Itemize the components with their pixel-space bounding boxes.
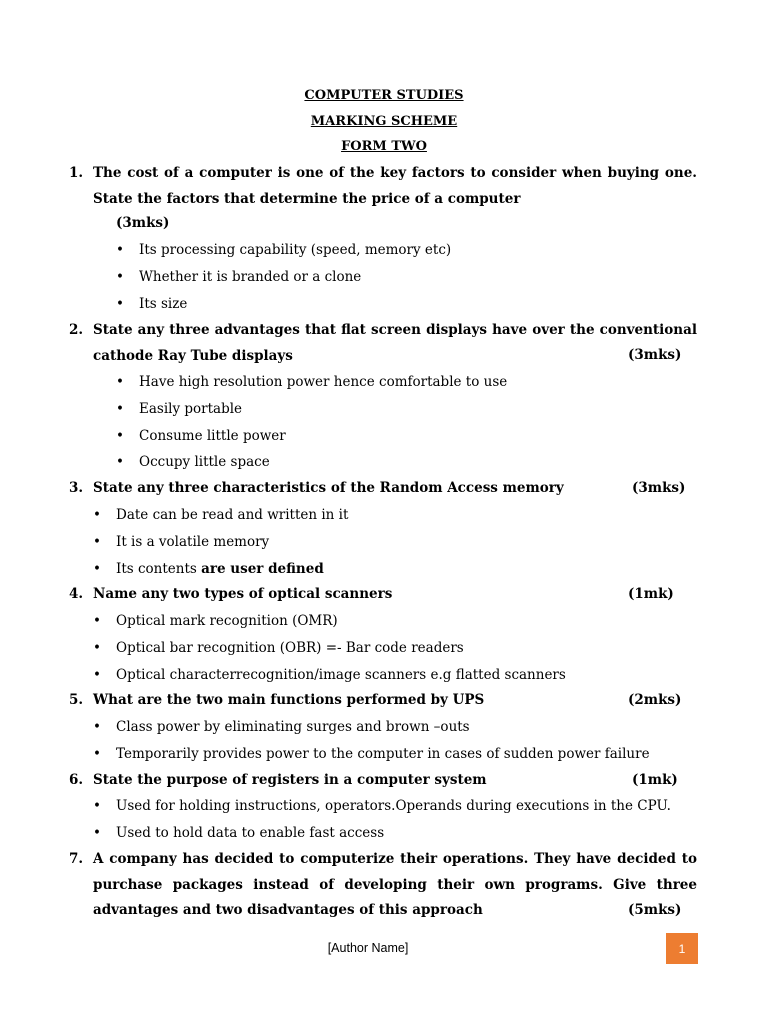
question-text: What are the two main functions performed by UPS (93, 692, 485, 708)
page-number-badge: 1 (666, 933, 698, 964)
bullet-icon: • (93, 507, 101, 523)
question-number: 5. (69, 692, 84, 708)
question-text: Name any two types of optical scanners (93, 586, 393, 602)
question-number: 1. (69, 165, 84, 181)
bullet-icon: • (93, 798, 101, 814)
bullet-icon: • (116, 374, 124, 390)
form-title: FORM TWO (341, 139, 427, 154)
question-7 (69, 847, 697, 925)
question-text: State any three advantages that flat screen displays have over the conventional cathode Ray Tube displays (93, 322, 697, 364)
question-5 (69, 688, 697, 714)
bullet-icon: • (93, 561, 101, 577)
bullet-icon: • (116, 428, 124, 444)
document-page: COMPUTER STUDIES MARKING SCHEME FORM TWO 1. The cost of a computer is one of the key factors to consider when buying one. State the factors that determine the price of a computer (3mks) • Its processing capability (speed, memory etc) • Whether it is branded or a clone • Its size 2. State any three advantages that flat screen displays have over the conventional cathode Ray Tube displays (3mks) • Have high resolution power hence comfortable to use • Easily portable • Consume little power • Occupy little space 3. State any three characteristics of the Random Access memory (3mks) • Date can be read and written in it • It is a volatile memory • Its contents are user defined 4. Name any two types of optical scanners (1mk) • Optical mark recognition (OMR) • Optical bar recognition (OBR) =- Bar code readers • Optical characterrecognition/image scanners e.g flatted scanners 5. What are the two main functions performed by UPS (2mks) • Class power by eliminating surges and brown –outs • Temporarily provides power to the computer in cases of sudden power failure 6. State the purpose of registers in a computer system (1mk) • Used for holding instructions, operators.Operands during executions in the CPU. • Used to hold data to enable fast access 7. A company has decided to computerize their operations. They have decided to purchase packages instead of developing their own programs. Give three advantages and two disadvantages of this approach (5mks) [Author Name] 1 (0, 0, 768, 1024)
question-marks: (5mks) (628, 902, 682, 918)
bullet-icon: • (116, 401, 124, 417)
question-marks: (1mk) (628, 586, 674, 602)
subject-title: COMPUTER STUDIES (304, 88, 464, 103)
question-text: State any three characteristics of the Random Access memory (93, 480, 564, 496)
question-marks: (1mk) (632, 772, 678, 788)
question-number: 7. (69, 851, 84, 867)
footer-author: [Author Name] (327, 941, 409, 955)
question-6 (69, 768, 697, 794)
question-marks: (3mks) (116, 215, 170, 231)
question-2 (69, 318, 697, 370)
question-marks: (3mks) (628, 347, 682, 363)
bullet-icon: • (93, 613, 101, 629)
question-text: State the purpose of registers in a computer system (93, 772, 487, 788)
bullet-icon: • (116, 296, 124, 312)
bullet-icon: • (93, 667, 101, 683)
bullet-icon: • (93, 534, 101, 550)
question-marks: (2mks) (628, 692, 682, 708)
question-text: A company has decided to computerize their operations. They have decided to purchase packages instead of developing their own programs. Give three advantages and two disadvantages of this approach (93, 851, 697, 918)
question-1 (69, 161, 697, 213)
question-number: 2. (69, 322, 84, 338)
question-number: 6. (69, 772, 84, 788)
question-marks: (3mks) (632, 480, 686, 496)
question-text: The cost of a computer is one of the key factors to consider when buying one. State the factors that determine the price of a computer (93, 165, 697, 207)
bullet-icon: • (93, 825, 101, 841)
question-number: 4. (69, 586, 84, 602)
question-3 (69, 476, 697, 502)
bullet-icon: • (93, 640, 101, 656)
bullet-icon: • (116, 242, 124, 258)
doc-type-title: MARKING SCHEME (310, 114, 458, 129)
question-number: 3. (69, 480, 84, 496)
bullet-icon: • (116, 269, 124, 285)
bullet-icon: • (93, 746, 101, 762)
bullet-icon: • (116, 454, 124, 470)
bullet-icon: • (93, 719, 101, 735)
question-4 (69, 582, 697, 608)
